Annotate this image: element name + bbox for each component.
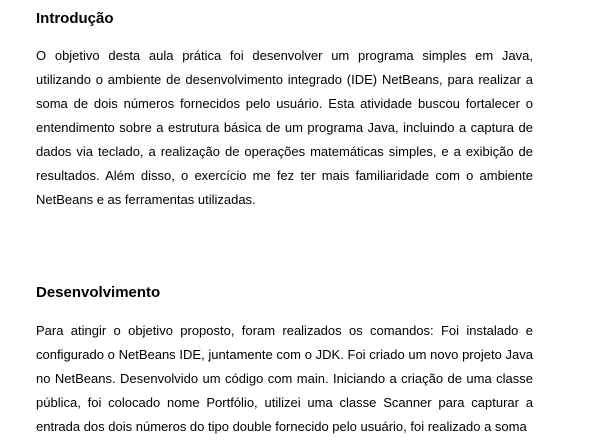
section-heading-introducao: Introdução bbox=[36, 10, 114, 27]
section-paragraph-desenvolvimento: Para atingir o objetivo proposto, foram realizados os comandos: Foi instalado e configurado o NetBeans IDE, juntamente com o JDK. Foi criado um novo projeto Java no NetBeans. Desenvolvido um código com main. Iniciando a criação de uma classe pública, foi colocado nome Portfólio, utilizei uma classe Scanner para capturar a entrada dos dois números do tipo double fornecido pelo usuário, foi realizado a soma bbox=[36, 323, 533, 434]
section-heading-desenvolvimento: Desenvolvimento bbox=[36, 284, 161, 301]
section-paragraph-introducao: O objetivo desta aula prática foi desenvolver um programa simples em Java, utilizando o ambiente de desenvolvimento integrado (IDE) NetBeans, para realizar a soma de dois números fornecidos pelo usuário. Esta atividade buscou fortalecer o entendimento sobre a estrutura básica de um programa Java, incluindo a captura de dados via teclado, a realização de operações matemáticas simples, e a exibição de resultados. Além disso, o exercício me fez ter mais familiaridade com o ambiente NetBeans e as ferramentas utilizadas. bbox=[36, 48, 533, 207]
